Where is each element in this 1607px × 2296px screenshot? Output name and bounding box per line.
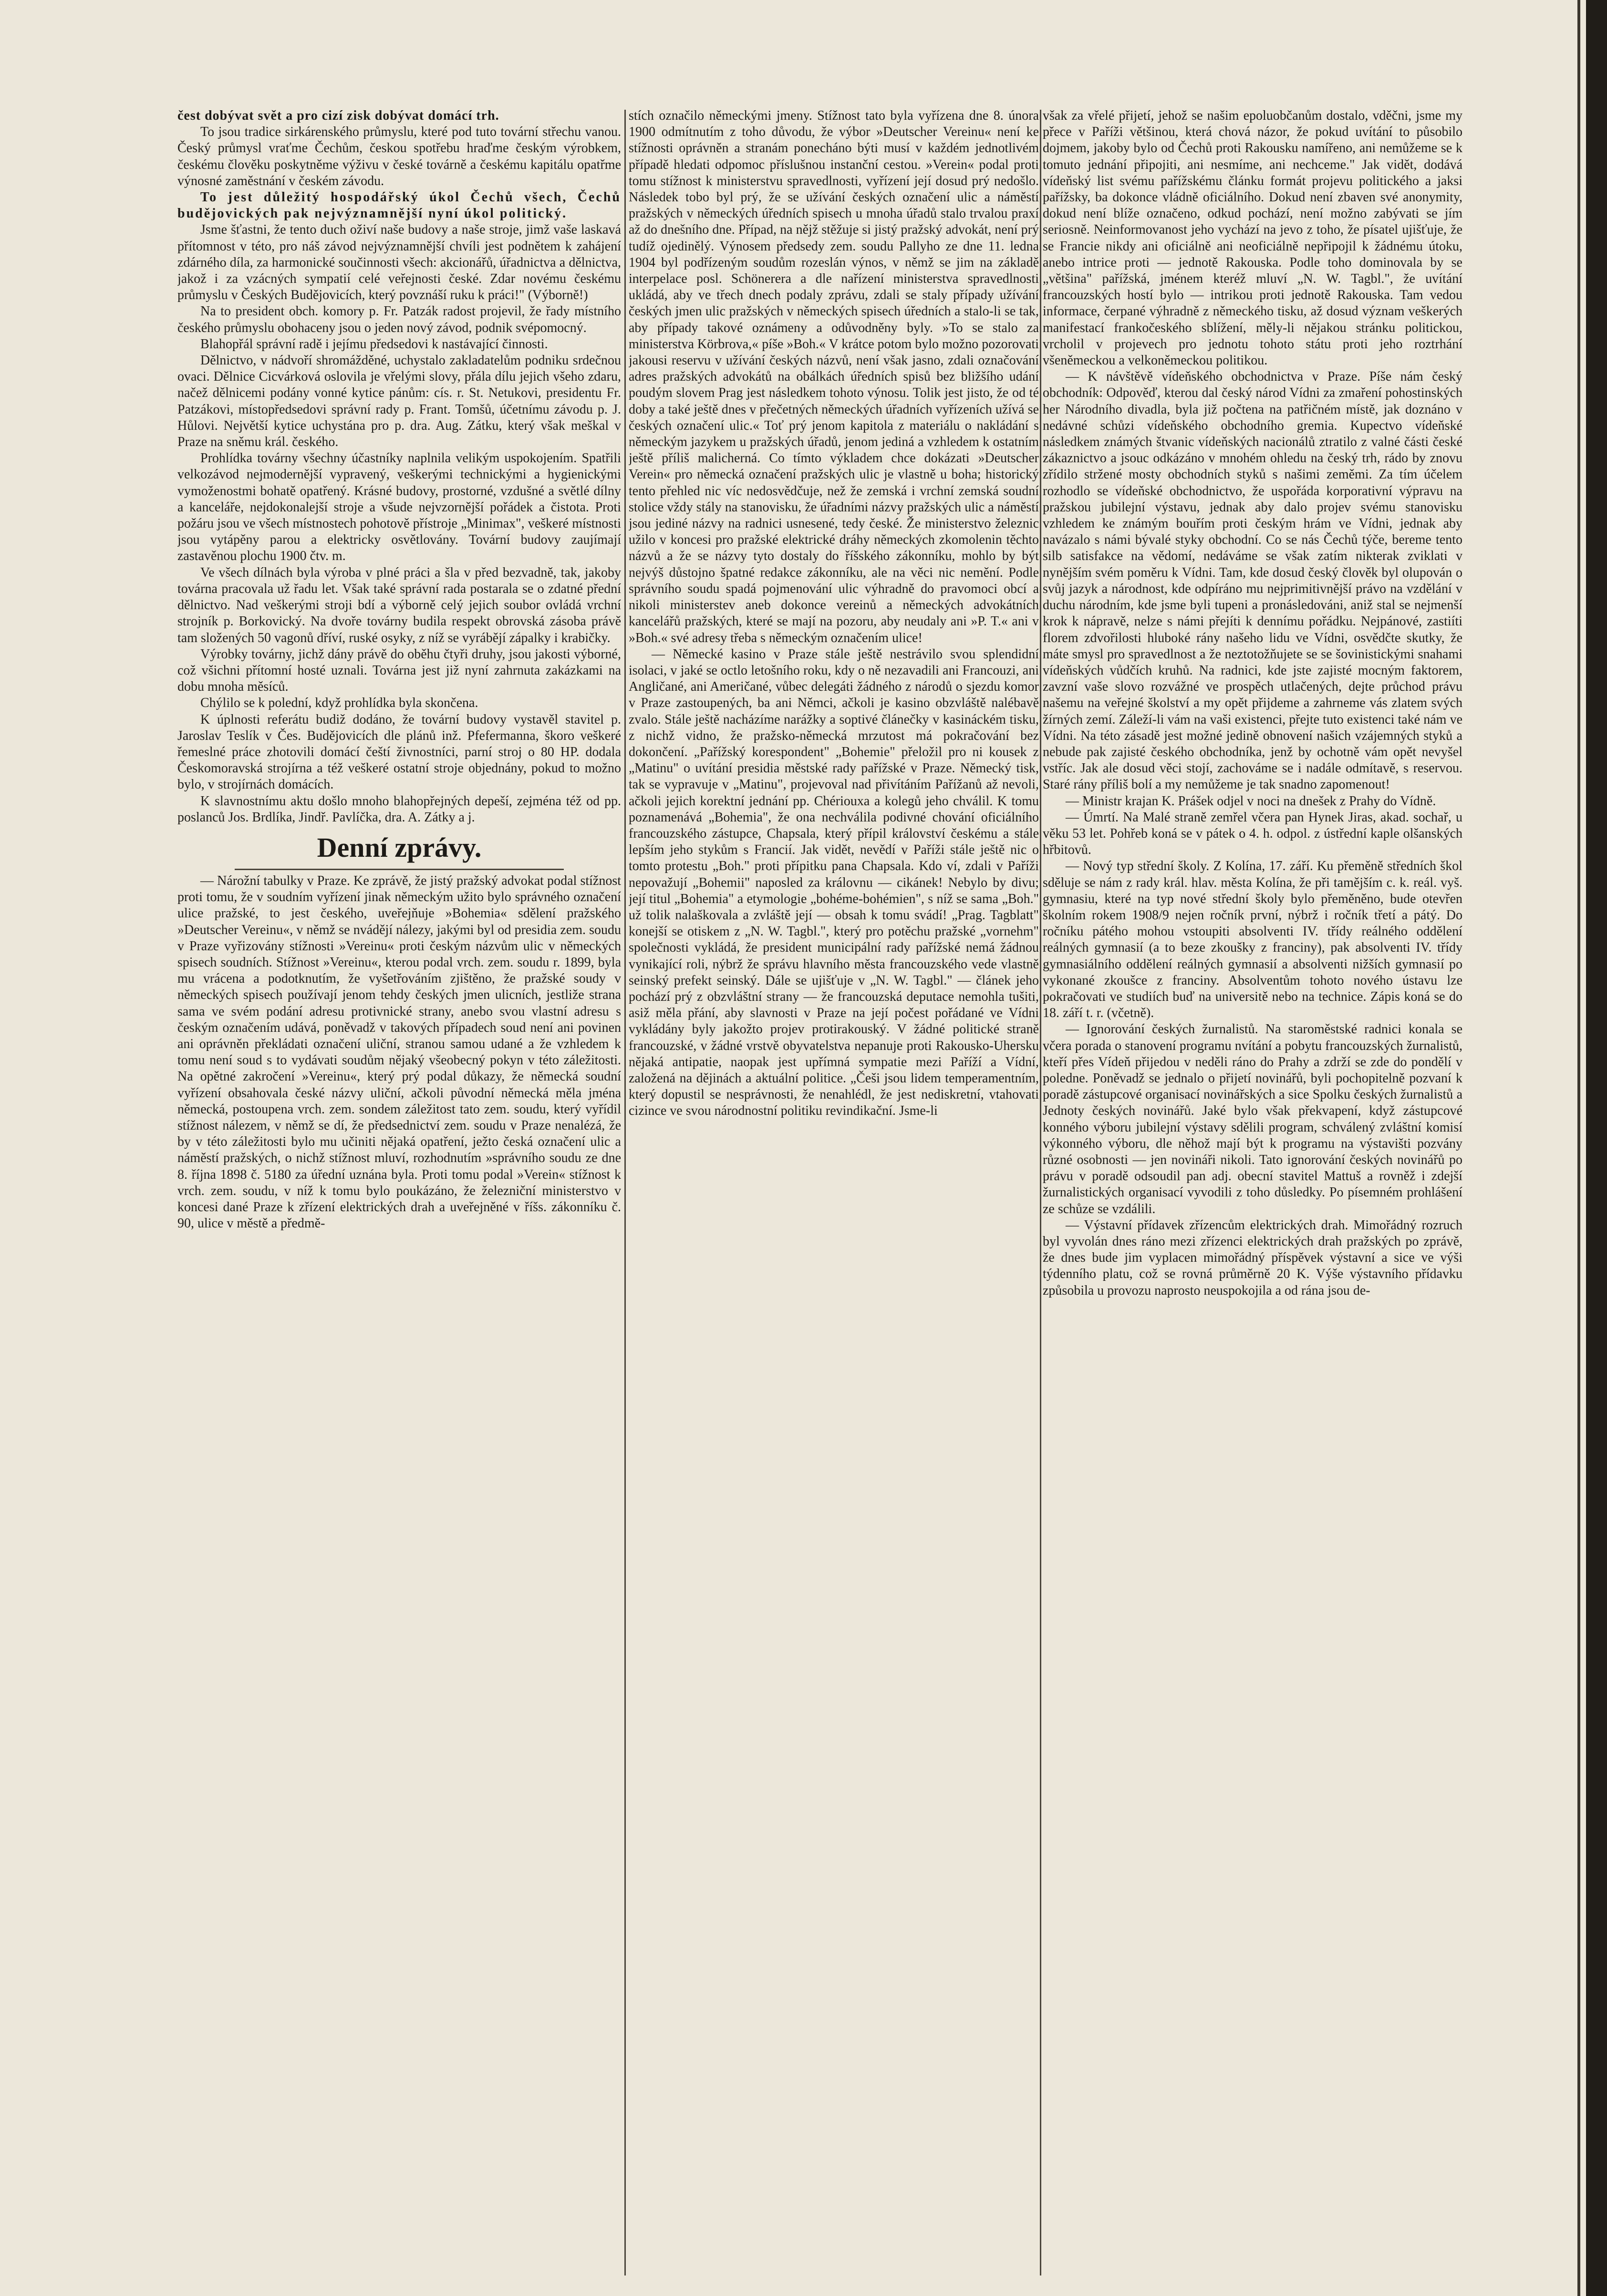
- paragraph: Na to president obch. komory p. Fr. Patzák radost projevil, že řady místního českého průmyslu obohaceny jsou o jeden nový závod, podnik svépomocný.: [177, 304, 621, 335]
- column-rule: [624, 110, 626, 2275]
- news-item: — Výstavní přídavek zřízencům elektrických drah. Mimořádný rozruch byl vyvolán dnes ráno mezi zřízenci elektrických drah pražských po zprávě, že dnes bude jim vyplacen mimořádný příspěvek výstavní a sice ve výši týdenního platu, což se rovná průměrně 20 K. Výše výstavního přídavku způsobila u provozu naprosto neuspokojila a od rána jsou de-: [1043, 1217, 1462, 1298]
- paragraph: K slavnostnímu aktu došlo mnoho blahopřejných depeší, zejména též od pp. poslanců Jos. Brdlíka, Jindř. Pavlíčka, dra. A. Zátky a j.: [177, 793, 621, 825]
- news-item: — Nový typ střední školy. Z Kolína, 17. září. Ku přeměně středních škol sděluje se nám z rady král. hlav. města Kolína, že při tamějším c. k. reál. vyš. gymnasiu, které na typ nové střední školy bylo přeměněno, bude otevřen školním rokem 1908/9 nejen ročník první, nýbrž i ročník třetí a pátý. Do ročníku pátého mohou vstoupiti absolventi IV. třídy reálného oddělení reálných gymnasií (a to beze zkoušky z franciny), pak absolventi IV. třídy gymnasiálního oddělení reálných gymnasií a absolventi nižších gymnasií po vykonané zkoušce z franciny. Absolventům tohoto nového ústavu lze pokračovati ve studiích buď na universitě nebo na technice. Zápis koná se do 18. září t. r. (včetně).: [1043, 859, 1462, 1021]
- column-1: [177, 108, 621, 2277]
- paragraph: K úplnosti referátu budiž dodáno, že tovární budovy vystavěl stavitel p. Jaroslav Teslík v Čes. Budějovicích dle plánů inž. Pfefermanna, škoro veškeré řemeslné práce zhotovili domácí čeští živnostníci, parní stroj o 80 HP. dodala Českomoravská strojírna a též veškeré ostatní stroje objednány, pokud to možno bylo, v strojírnách domácích.: [177, 712, 621, 792]
- paragraph: To jest důležitý hospodářský úkol Čechů všech, Čechů budějovických pak nejvýznamnější nyní úkol politický.: [177, 190, 621, 221]
- paragraph: To jsou tradice sirkárenského průmyslu, které pod tuto tovární střechu vanou. Český průmysl vraťme Čechům, českou spotřebu hraďme českým výrobkem, českému člověku poskytněme výživu v české továrně a českému kapitálu opatřme výnosné zaměstnání v českém závodu.: [177, 125, 621, 188]
- paragraph: však za vřelé přijetí, jehož se našim epoluobčanům dostalo, vděčni, jsme my přece v Paříži většinou, která chová názor, že pokud uvítání to působilo dojmem, jakoby bylo od Čechů proti Rakousku namířeno, ani nemůžeme se k tomuto jednání připojiti, ani nesmíme, ani nechceme." Jak vidět, dodává vídeňský list svému pařížskému článku formát projevu politického a jaksi pařížsky, ba dokonce vládně oficiálního. Dokud není zbaven své anonymity, dokud není blíže označeno, odkud pochází, není možno zabývati se jím seriosně. Neinformovanost jeho vychází na jevo z toho, že písatel ujišťuje, že se Francie nikdy ani oficiálně ani neoficiálně nepřipojil k žádnému útoku, anebo intrice proti — jednotě Rakouska. Podle toho dominovala by se „většina" pařížská, jménem kteréž mluví „N. W. Tagbl.", že uvítání francouzských hostí bylo — intrikou proti jednotě Rakouska. Tam vedou informace, čerpané výhradně z německého tisku, až dosud význam veškerých manifestací frankočeského sblížení, měly-li nějakou stránku politickou, vrcholil v projevech pro jednotu tohoto státu proti jeho roztrhání všeněmeckou a velkoněmeckou politikou.: [1043, 108, 1462, 368]
- news-item: — Ministr krajan K. Prášek odjel v noci na dnešek z Prahy do Vídně.: [1066, 793, 1436, 809]
- paragraph: Prohlídka továrny všechny účastníky naplnila velikým uspokojením. Spatřili velkozávod nejmodernější vypravený, veškerými technickými a hygienickými vymoženostmi bohatě opatřený. Krásné budovy, prostorné, vzdušné a světlé dílny a kanceláře, nejdokonalejší stroje a všude nejvzornější pořádek a čistota. Proti požáru jsou ve všech místnostech pohotově přístroje „Minimax", veškeré místnosti jsou vytápěny parou a elektricky osvětlovány. Tovární budovy zaujímají zastavěnou plochu 1900 čtv. m.: [177, 451, 621, 564]
- column-3: [1043, 108, 1462, 2277]
- paragraph: Dělnictvo, v nádvoří shromážděné, uchystalo zakladatelům podniku srdečnou ovaci. Dělnice Cicvárková oslovila je vřelými slovy, přála dílu jejich všeho zdaru, načež dělnicemi podány vonné kytice pánům: cís. r. St. Netukovi, presidentu Fr. Patzákovi, místopředsedovi správní rady p. Frant. Tomšů, účetnímu závodu p. J. Hůlovi. Největší kytice uchystána pro p. dra. Aug. Zátku, který však meškal v Praze na sněmu král. českého.: [177, 353, 621, 450]
- heading-rule: [235, 869, 564, 870]
- news-item: — Nárožní tabulky v Praze. Ke zprávě, že jistý pražský advokat podal stížnost proti tomu, že v soudním vyřízení jinak německým užito bylo správného označení ulice pražské, to jest českého, uveřejňuje »Bohemia« sdělení pražského »Deutscher Vereinu«, v němž se nvádějí nálezy, jakými byl od presidia zem. soudu v Praze vyřizovány stížnosti »Vereinu« proti českým názvům ulic v německých spisech soudních. Stížnost »Vereinu«, kterou podal vrch. zem. soudu r. 1899, byla mu vrácena a podotknutím, že vyšetřováním zjištěno, že pražské soudy v německých spisech používají jenom tehdy českých jmen ulicních, jestliže strana sama ve svém podání adresu protivnické strany, anebo svou vlastní adresu s českým označením udává, poněvadž v takových případech soud není ani povinen ani oprávněn překládati označení uliční, stranou samou udané a že vzhledem k tomu není soud s to vydávati soudům nějaký všeobecný pokyn v této záležitosti. Na opětné zakročení »Vereinu«, který prý podal důkazy, že německá soudní vyřízení obsahovala české názvy uliční, ačkoli původní německá měla jména německá, postoupena vrch. zem. sondem záležitost tato zem. soudu, který vyřídil stížnost nálezem, v němž se dí, že předsednictví zem. soudu v Praze nenalézá, že by v této záležitosti bylo mu učiniti nějaká opatření, ježto česká označení ulic a náměstí pražských, o nichž stížnost mluví, rozhodnutím »správního soudu ze dne 8. října 1898 č. 5180 za úřední uznána byla. Proti tomu podal »Verein« stížnost k vrch. zem. soudu, v níž k tomu bylo poukázáno, že železniční ministerstvo v koncesi dané Praze k zřízení elektrických drah a uveřejněné v říšs. zákonníku č. 90, ulice v městě a předmě-: [177, 873, 621, 1231]
- column-2: [629, 108, 1039, 2277]
- binding-line: [1577, 0, 1580, 2296]
- paragraph: Jsme šťastni, že tento duch oživí naše budovy a naše stroje, jimž vaše laskavá přítomnost v této, pro náš závod nejvýznamnější chvíli jest podnětem k zahájení zdárného díla, za harmonické součinnosti všech: akcionářů, úřadnictva a dělnictva, jakož i za vzácných sympatií celé veřejnosti české. Zdar novému českému průmyslu v Českých Budějovicích, který povznáší ruku k práci!" (Výborně!): [177, 222, 621, 303]
- section-heading: Denní zprávy.: [317, 831, 482, 863]
- paragraph: Ve všech dílnách byla výroba v plné práci a šla v před bezvadně, tak, jakoby továrna pracovala už řadu let. Však také správní rada postarala se o zdatné přední dělnictvo. Nad veškerými stroji bdí a výborně celý jejich soubor ovládá vrchní strojník p. Borkovický. Na dvoře továrny budila respekt obrovská zásoba právě tam složených 50 vagonů dříví, ruské osyky, z níž se vyrábějí zápalky i krabičky.: [177, 565, 621, 645]
- news-item: — Úmrtí. Na Malé straně zemřel včera pan Hynek Jiras, akad. sochař, u věku 53 let. Pohřeb koná se v pátek o 4. h. odpol. z ústřední kaple olšanských hřbitovů.: [1043, 810, 1462, 858]
- paragraph: Chýlilo se k polední, když prohlídka byla skončena.: [200, 696, 478, 711]
- news-item: — Ignorování českých žurnalistů. Na staroměstské radnici konala se včera porada o stanovení programu nvítání a pobytu francouzských žurnalistů, kteří přes Vídeň přijedou v neděli ráno do Prahy a zdrží se zde do pondělí v poledne. Poněvadž se jednalo o přijetí novinářů, byli pochopitelně pozvaní k poradě zástupcové organisací novinářských a sice Spolku českých žurnalistů a Jednoty českých novinářů. Jaké bylo však překvapení, když zástupcové konného výboru jubilejní výstavy sdělili program, schválený zvláštní komisí výkonného výboru, dle něhož mají být k programu na výstavišti pozvány různé osobnosti — jen novináři nikoli. Tato ignorování českých novinářů po právu v poradě odsoudil pan adj. obecní stavitel Mattuš a rovněž i zdejší žurnalistických organisací vyvodili z toho důsledky. Po písemném prohlášení ze schůze se vzdálili.: [1043, 1022, 1462, 1216]
- paragraph: čest dobývat svět a pro cizí zisk dobývat domácí trh.: [177, 108, 499, 123]
- paragraph: Blahopřál správní radě i jejímu předsedovi k nastávající činnosti.: [200, 336, 548, 352]
- page-edge: [1586, 0, 1607, 2296]
- column-rule: [1040, 110, 1041, 2275]
- paragraph: Výrobky továrny, jichž dány právě do oběhu čtyři druhy, jsou jakosti výborné, což všichni přítomní hosté uznali. Továrna jest již nyní zahrnuta zakázkami na dobu mnoha měsíců.: [177, 646, 621, 695]
- news-item: — Německé kasino v Praze stále ještě nestrávilo svou splendidní isolaci, v jaké se octlo letošního roku, kdy o ně nezavadili ani Francouzi, ani Angličané, ani Američané, vůbec delegáti žádného z národů o sjezdu komor v Praze zastoupených, ba ani Němci, ačkoli je kasino obzvláště nalébavě zvalo. Stále ještě nacházíme narážky a soptivé článečky v kasináckém tisku, z nichž vidno, že pražsko-německá mrzutost má pokračování bez dokončení. „Pařížský korespondent" „Bohemie" přeložil pro ni kousek z „Matinu" o uvítání presidia městské rady pařížské v Praze. Německý tisk, tak se vypravuje v „Matinu", projevoval nad přivítáním Pařížanů až nevoli, ačkoli jejich korektní jednání pp. Chériouxa a kolegů jeho chválil. K tomu poznamenává „Bohemia", že ona nechválila podivné chování oficiálního francouzského zástupce, Chapsala, který přípil království českému a stále lepším jeho stykům s Francií. Jak vidět, nevědí v Paříži stále ještě nic o tomto protestu „Boh." proti přípitku pana Chapsala. Kdo ví, zdali v Paříži nepovažují „Bohemii" naposled za královnu — cikánek! Nebylo by divu; její titul „Bohemia" a etymologie „bohéme-bohémien", s níž se sama „Boh." už tolik nalaškovala a zvláště její — obsah k tomu svádí! „Prag. Tagblatt" konejší se otiskem z „N. W. Tagbl.", který pro potěchu pražské „vornehm" společnosti vykládá, že president municipální rady pařížské nemá žádnou vynikající roli, nýbrž že správu hlavního města francouzského vede vlastně seinský prefekt seinský. Dále se ujišťuje v „N. W. Tagbl." — článek jeho pochází prý z obzvláštní strany — že francouzská deputace nemohla tušiti, asiž měla přání, aby slavnosti v Praze na její počest pořádané ve Vídni vykládány byly jakožto projev protirakouský. V žádné politické straně francouzské, v žádné vrstvě obyvatelstva nepanuje proti Rakousko-Uhersku nějaká antipatie, naopak jest upřímná sympatie mezi Paříží a Vídní, založená na dějinách a aktuální politice. „Češi jsou lidem temperamentním, který dopustil se nesprávnosti, že nenahlédl, že jest nediskretní, vtahovati cizince ve svou národnostní politiku revindikační. Jsme-li: [629, 646, 1039, 1119]
- paragraph: stích označilo německými jmeny. Stížnost tato byla vyřízena dne 8. února 1900 odmítnutím z toho důvodu, že výbor »Deutscher Vereinu« není ke stížnosti oprávněn a stranám ponecháno býti musí v každém jednotlivém případě hledati odpomoc příslušnou instanční cestou. »Verein« podal proti tomu stížnost k ministerstvu spravedlnosti, vyřízení její dosud prý nedošlo. Následek tobo byl prý, že se užívání českých označení ulic a náměstí pražských v německých úředních spisech u mnoha úřadů stalo trvalou praxí až do dnešního dne. Případ, na nějž stěžuje si jistý pražský advokát, není prý tudíž ojedinělý. Výnosem předsedy zem. soudu Pallyho ze dne 11. ledna 1904 byl podřízeným soudům rozeslán výnos, v němž se jim na základě interpelace posl. Schönerera a dle nařízení ministerstva spravedlnosti ukládá, aby ve třech dnech podaly zprávu, zdali se staly případy užívání českých jmen ulic pražských v německých spisech úředních a stalo-li se tak, aby případy takové oznámeny a odůvodněny byly. »To se stalo za ministerstva Körbrova,« píše »Boh.« V krátce potom bylo možno pozorovati jakousi reservu v užívání českých názvů, není však jasno, zdali označování adres pražských advokátů na obálkách úředních spisů bez bližšího udání poudým slovem Prag jest následkem tohoto výnosu. Tolik jest jisto, že od té doby a také ještě dnes v přečetných německých úřadních vyřízeních užívá se českých označení ulic.« Toť prý jenom kapitola z materiálu o nakládání s německým jazykem u pražských úřadů, jenom jediná a vzhledem k ostatním ještě příliš malicherná. Co tímto výkladem chce dokázati »Deutscher Verein« pro německá označení pražských ulic je vlastně u boha; historický tento přehled nic víc nedosvědčuje, než že zemská i vrchní zemská soudní stolice vždy stály na stanovisku, že úřadními názvy pražských ulic a náměstí jsou jediné názvy na radnici usnesené, tedy české. Že ministerstvo železnic užilo v koncesi pro pražské elektrické dráhy německých zkomolenin těchto názvů a že se názvy tyto dostaly do říšského zákonníku, mohlo by být nejvýš důstojno špatné redakce zákonníku, ale na věci nic nemění. Podle správního soudu spadá pojmenování ulic výhradně do pravomoci obcí a nikoli ministerstev aneb dokonce vereinů a německých advokátních kancelářů pražských, které se mají na pozoru, aby neudaly ani »P. T.« ani v »Boh.« své adresy třeba s německým označením ulice!: [629, 108, 1039, 645]
- news-item: — K návštěvě vídeňského obchodnictva v Praze. Píše nám český obchodník: Odpověď, kterou dal český národ Vídni za zmaření pohostinských her Národního divadla, byla již počtena na patřičném místě, jak doznáno v nedávné schůzi vídeňského obchodního gremia. Kupectvo vídeňské následkem známých štvanic vídeňských nacionálů ztratilo z valné části české zákaznictvo a jsouc odkázáno v mnohém ohledu na český trh, rádo by znovu zřídilo stržené mosty obchodních styků s našimi zeměmi. Za tím účelem rozhodlo se vídeňské obchodnictvo, že uspořáda korporativní výpravu na pražskou jubilejní výstavu, jednak aby dalo projev svému stanovisku vzhledem ke známým bouřím proti českým hrám ve Vídni, jednak aby navázalo s námi bývalé styky obchodní. Co se nás Čechů týče, bereme tento silb satisfakce na vědomí, nedáváme se však zatím nikterak zviklati v nynějším svém poměru k Vídni. Tam, kde dosud český člověk byl olupován o svůj jazyk a národnost, kde odpíráno mu nejprimitivnější právo na vzdělání v duchu národním, kde jsme byli tupeni a pronásledováni, aniž stal se nejmenší krok k nápravě, nelze s námi přejíti k dennímu pořádku. Nejpánové, zastiíti florem zdvořilosti hluboké rány našeho lidu ve Vídni, osvědčte skutky, že máte smysl pro spravedlnost a že neztotožňujete se se šovinistickými snahami vídeňských vůdčích kruhů. Na radnici, kde jste zajisté mocným faktorem, zavzní vaše slovo rozvážné ve prospěch utlačených, dejte průchod právu našemu na veřejné školství a my opět přijdeme a zahrneme vás zlatem svých žírných zemí. Záleží-li vám na vaši existenci, přejte tuto existenci také nám ve Vídni. Na této zásadě jest možné jedině obnovení našich vzájemných styků a nebude pak zajisté českého obchodníka, jenž by ochotně vám opět nevyšel vstříc. Jak ale dosud věci stojí, zachováme se i nadále odmítavě, s reservou. Staré rány příliš bolí a my nemůžeme je tak snadno zapomenout!: [1043, 369, 1462, 792]
